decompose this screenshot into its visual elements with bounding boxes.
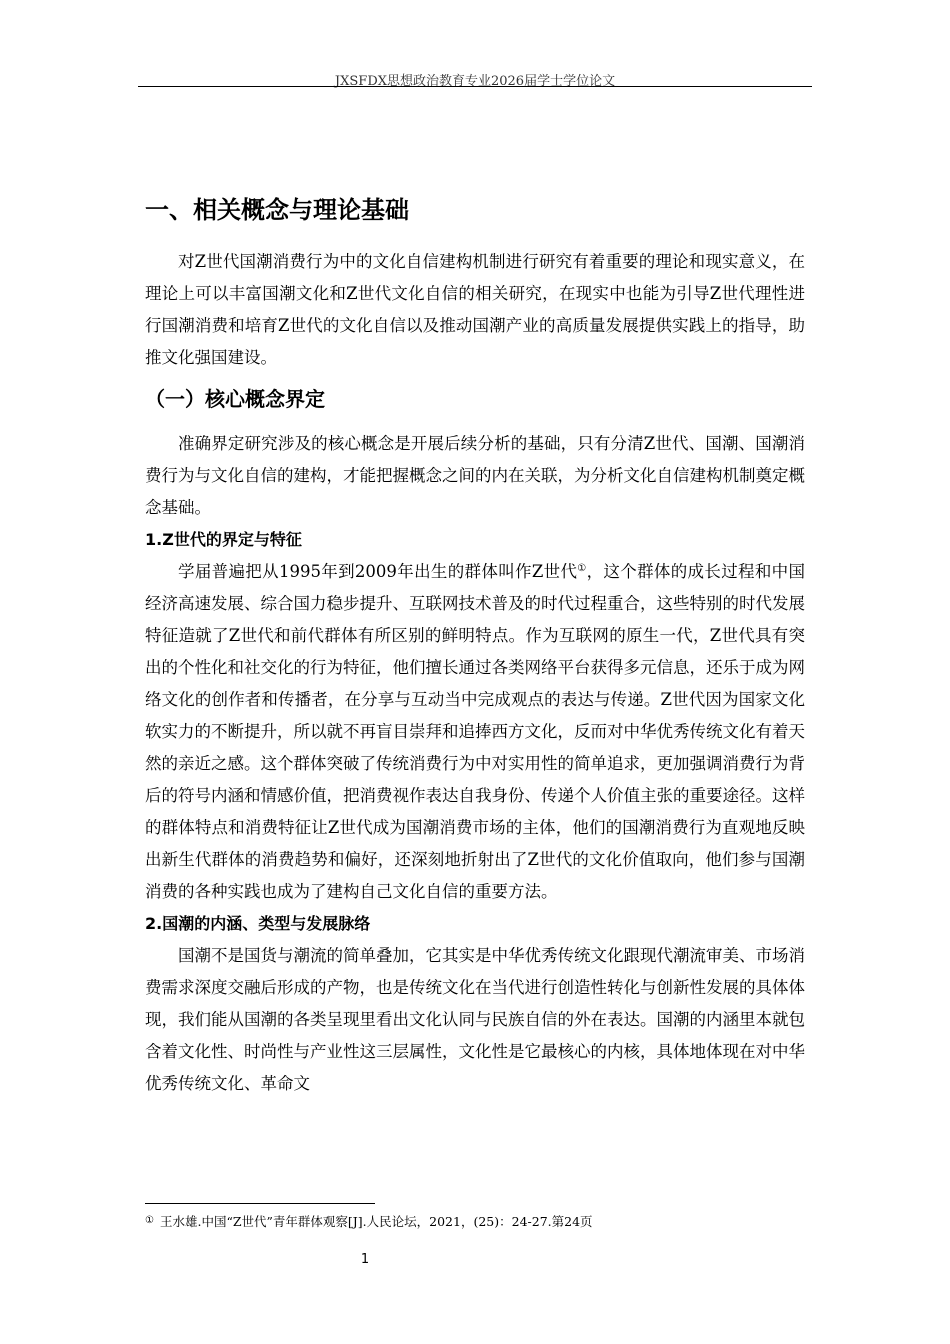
body-content [145, 190, 805, 1100]
section-intro-paragraph: 准确界定研究涉及的核心概念是开展后续分析的基础，只有分清Z世代、国潮、国潮消费行为与文化自信的建构，才能把握概念之间的内在关联，为分析文化自信建构机制奠定概念基础。 [145, 434, 805, 517]
footnote-text: 王水雄.中国“Z世代”青年群体观察[J].人民论坛，2021，(25)：24-27.第24页 [159, 1214, 593, 1229]
chapter-title: 一、相关概念与理论基础 [145, 196, 409, 224]
section-title: （一）核心概念界定 [145, 387, 325, 411]
page-number: 1 [360, 1252, 370, 1267]
chapter-intro-paragraph: 对Z世代国潮消费行为中的文化自信建构机制进行研究有着重要的理论和现实意义，在理论上可以丰富国潮文化和Z世代文化自信的相关研究，在现实中也能为引导Z世代理性进行国潮消费和培育Z世代的文化自信以及推动国潮产业的高质量发展提供实践上的指导，助推文化强国建设。 [145, 252, 805, 367]
paragraph-text-before-note: 学届普遍把从1995年到2009年出生的群体叫作Z世代 [178, 562, 578, 581]
footnote-mark: ① [145, 1215, 154, 1226]
footnote [145, 1212, 805, 1231]
footnote-rule [145, 1203, 375, 1204]
subsection-1-title: 1.Z世代的界定与特征 [145, 530, 302, 549]
subsection-1-paragraph [145, 556, 805, 908]
subsection-2-title: 2.国潮的内涵、类型与发展脉络 [145, 914, 371, 933]
footnote-reference[interactable]: ① [577, 563, 587, 574]
running-header: JXSFDX思想政治教育专业2026届学士学位论文 [334, 74, 616, 89]
subsection-2-paragraph: 国潮不是国货与潮流的简单叠加，它其实是中华优秀传统文化跟现代潮流审美、市场消费需求深度交融后形成的产物，也是传统文化在当代进行创造性转化与创新性发展的具体体现，我们能从国潮的各类呈现里看出文化认同与民族自信的外在表达。国潮的内涵里本就包含着文化性、时尚性与产业性这三层属性，文化性是它最核心的内核，具体地体现在对中华优秀传统文化、革命文 [145, 946, 805, 1093]
header-rule [138, 86, 812, 87]
paragraph-text-after-note: ，这个群体的成长过程和中国经济高速发展、综合国力稳步提升、互联网技术普及的时代过程重合，这些特别的时代发展特征造就了Z世代和前代群体有所区别的鲜明特点。作为互联网的原生一代，Z世代具有突出的个性化和社交化的行为特征，他们擅长通过各类网络平台获得多元信息，还乐于成为网络文化的创作者和传播者，在分享与互动当中完成观点的表达与传递。Z世代因为国家文化软实力的不断提升，所以就不再盲目崇拜和追捧西方文化，反而对中华优秀传统文化有着天然的亲近之感。这个群体突破了传统消费行为中对实用性的简单追求，更加强调消费行为背后的符号内涵和情感价值，把消费视作表达自我身份、传递个人价值主张的重要途径。这样的群体特点和消费特征让Z世代成为国潮消费市场的主体，他们的国潮消费行为直观地反映出新生代群体的消费趋势和偏好，还深刻地折射出了Z世代的文化价值取向，他们参与国潮消费的各种实践也成为了建构自己文化自信的重要方法。 [145, 562, 806, 901]
